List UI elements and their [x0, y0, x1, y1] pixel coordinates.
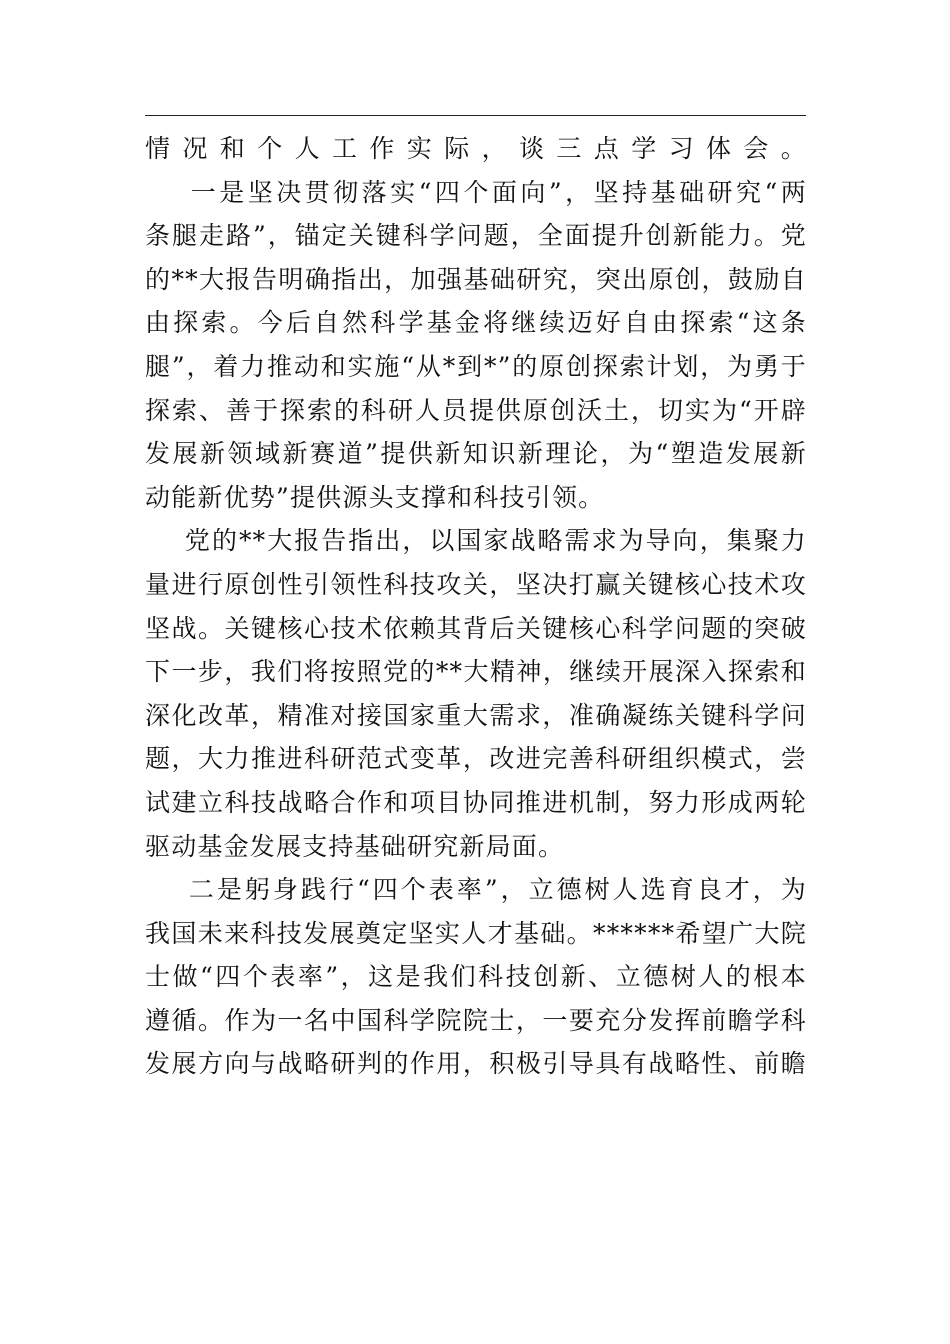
text-line: 下一步，我们将按照党的**大精神，继续开展深入探索和 — [145, 657, 807, 687]
text-line: 发展新领域新赛道”提供新知识新理论，为“塑造发展新 — [145, 439, 807, 469]
text-line: 情况和个人工作实际，谈三点学习体会。 — [145, 134, 807, 163]
text-line: 士做“四个表率”，这是我们科技创新、立德树人的根本 — [145, 962, 807, 992]
text-line: 坚战。关键核心技术依赖其背后关键核心科学问题的突破 — [145, 613, 807, 643]
text-line: 探索、善于探索的科研人员提供原创沃土，切实为“开辟 — [145, 395, 807, 425]
text-line: 驱动基金发展支持基础研究新局面。 — [145, 831, 565, 861]
text-line: 的**大报告明确指出，加强基础研究，突出原创，鼓励自 — [145, 264, 807, 294]
text-line: 动能新优势”提供源头支撑和科技引领。 — [145, 482, 605, 512]
text-line: 深化改革，精准对接国家重大需求，准确凝练关键科学问 — [145, 700, 807, 730]
text-line: 试建立科技战略合作和项目协同推进机制，努力形成两轮 — [145, 787, 807, 817]
text-line: 量进行原创性引领性科技攻关，坚决打赢关键核心技术攻 — [145, 569, 807, 599]
text-line: 条腿走路”，锚定关键科学问题，全面提升创新能力。党 — [145, 221, 807, 251]
text-line: 一是坚决贯彻落实“四个面向”，坚持基础研究“两 — [145, 177, 807, 207]
text-line: 我国未来科技发展奠定坚实人才基础。******希望广大院 — [145, 918, 807, 948]
body-text — [145, 127, 807, 1086]
header-rule — [145, 115, 806, 116]
text-line: 由探索。今后自然科学基金将继续迈好自由探索“这条 — [145, 308, 807, 338]
text-line: 题，大力推进科研范式变革，改进完善科研组织模式，尝 — [145, 744, 807, 774]
text-line: 党的**大报告指出，以国家战略需求为导向，集聚力 — [145, 526, 807, 556]
text-line: 二是躬身践行“四个表率”，立德树人选育良才，为 — [145, 875, 807, 905]
text-line: 腿”，着力推动和实施“从*到*”的原创探索计划，为勇于 — [145, 351, 807, 381]
text-line: 遵循。作为一名中国科学院院士，一要充分发挥前瞻学科 — [145, 1005, 807, 1035]
text-line: 发展方向与战略研判的作用，积极引导具有战略性、前瞻 — [145, 1049, 807, 1079]
